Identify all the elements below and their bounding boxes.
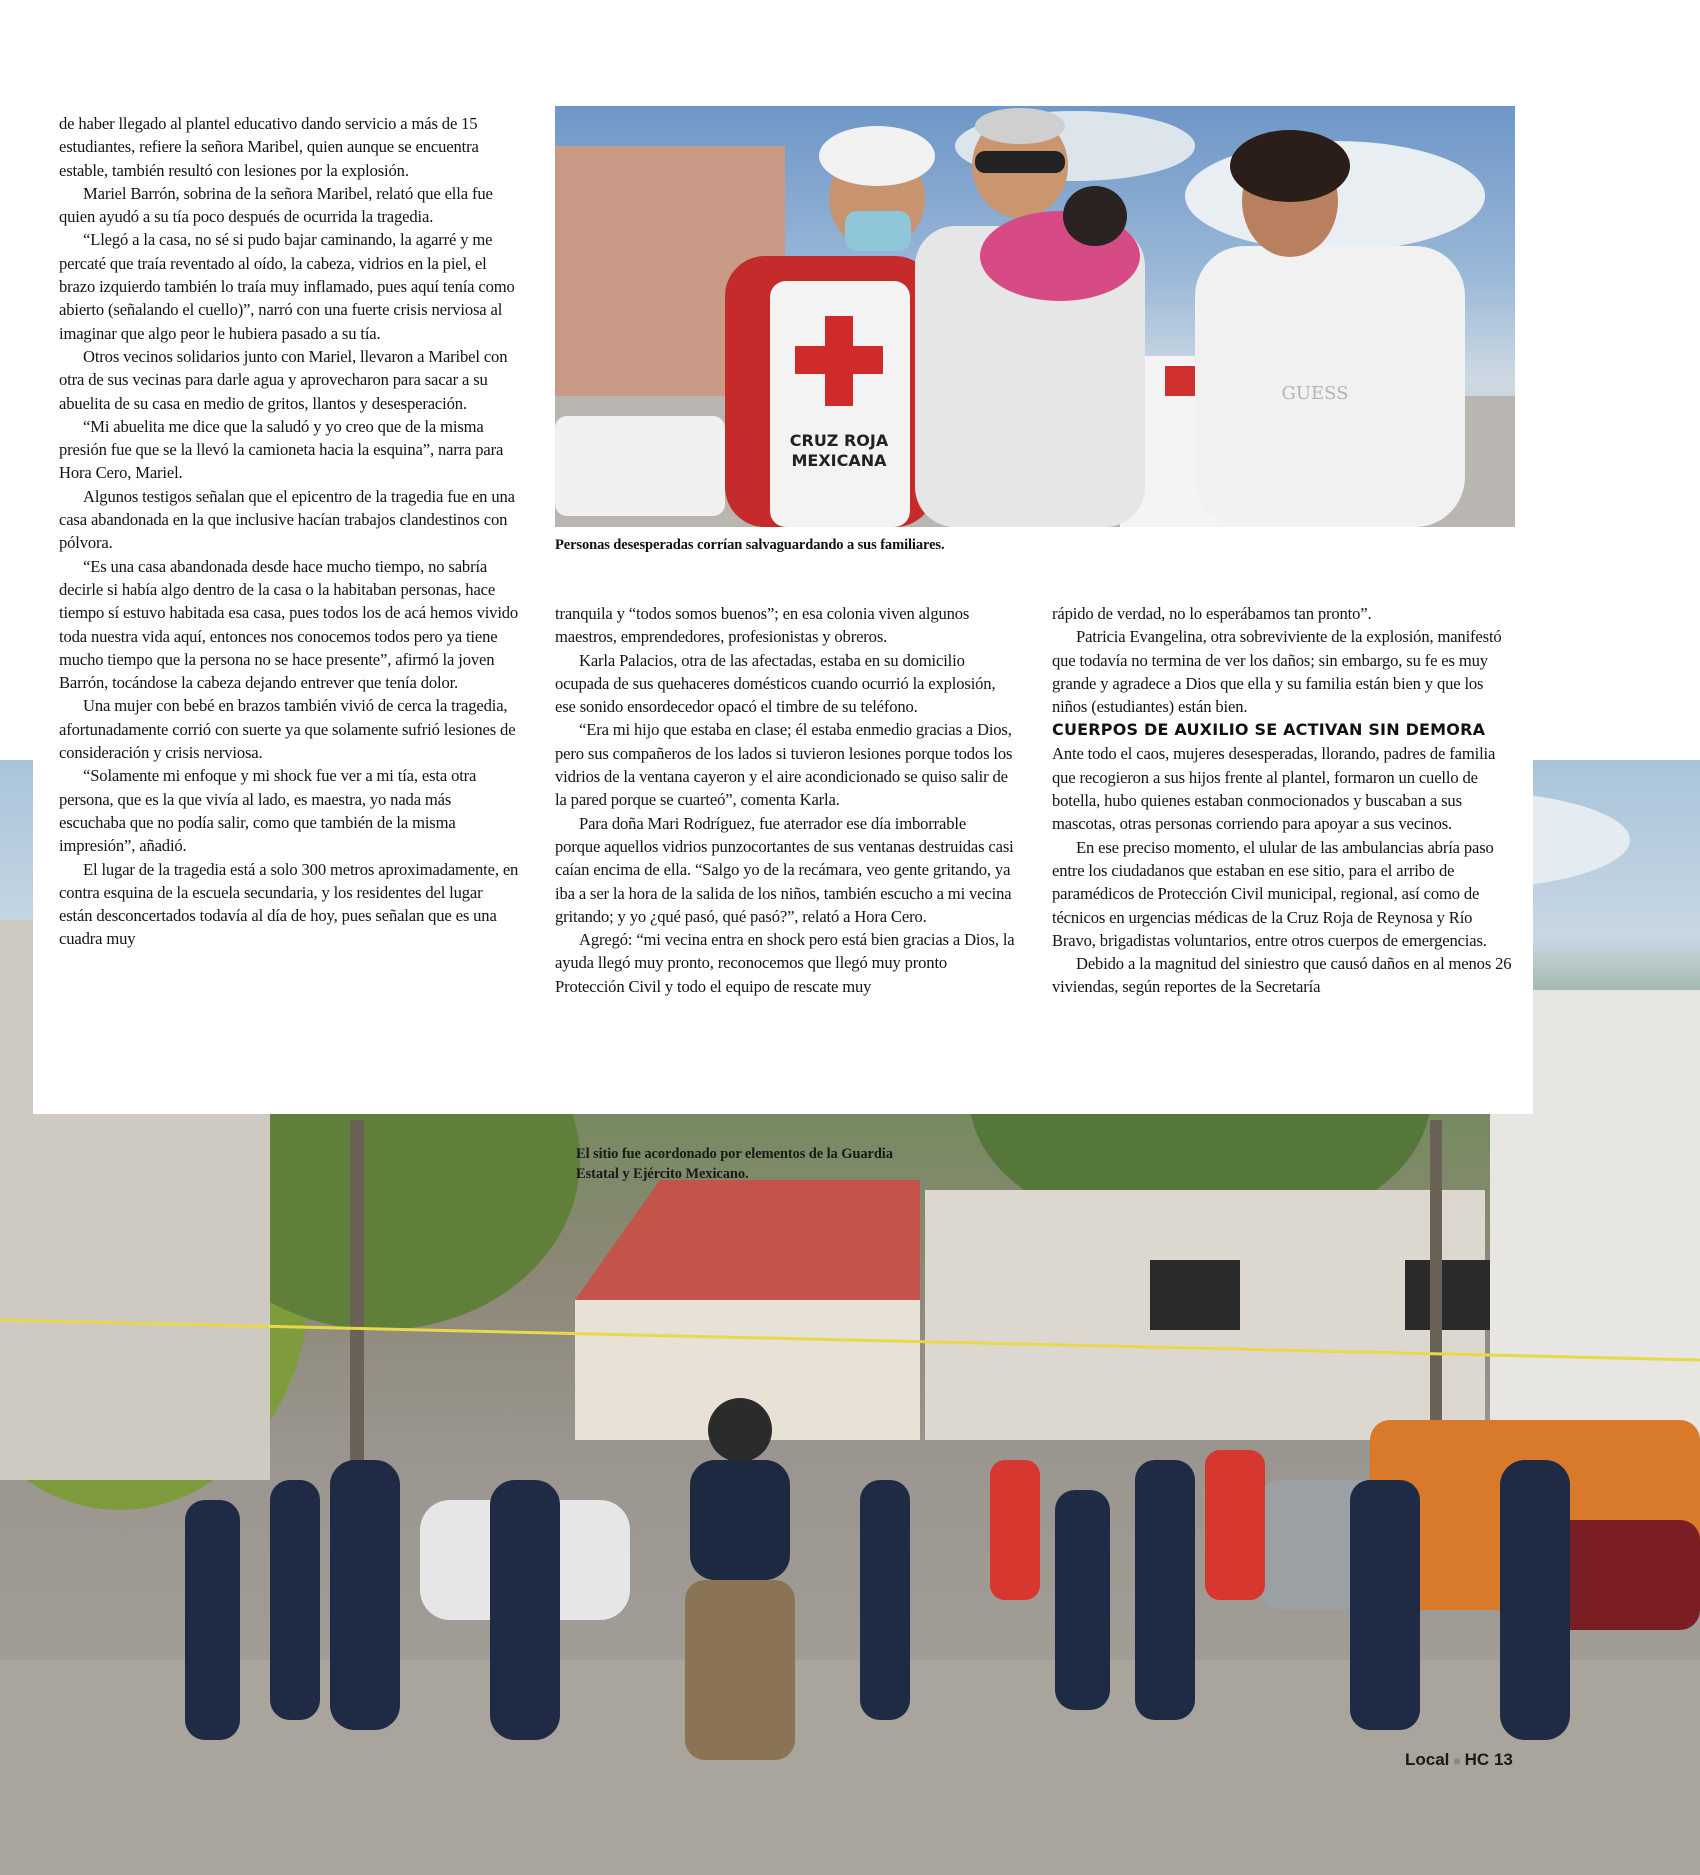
paragraph: Ante todo el caos, mujeres desesperadas, llorando, padres de familia que recogieron a sus hijos frente al plantel, formaron un cuello de botella, hubo quienes estaban conmocionados y buscaban a sus mascotas, otras personas corriendo para apoyar a sus vecinos. xyxy=(1052,744,1496,834)
paragraph: Para doña Mari Rodríguez, fue aterrador ese día imborrable porque aquellos vidrios punzocortantes de sus ventanas destruidas casi caían encima de ella. “Salgo yo de la recámara, veo gente gritando, ya iba a ser la hora de la salida de los niños, también escucho a mi vecina gritando; y yo ¿qué pasó, qué pasó?”, relató a Hora Cero. xyxy=(555,813,1014,926)
paragraph: rápido de verdad, no lo esperábamos tan pronto”. xyxy=(1052,604,1372,623)
paragraph: tranquila y “todos somos buenos”; en esa colonia viven algunos maestros, emprendedores, profesionistas y obreros. xyxy=(555,604,970,647)
paragraph: En ese preciso momento, el ulular de las ambulancias abría paso entre los ciudadanos que estaban en ese sitio, para el arribo de paramédicos de Protección Civil municipal, regional, así como de técnicos en urgencias médicas de la Cruz Roja de Reynosa y Río Bravo, brigadistas voluntarios, entre otros cuerpos de emergencias. xyxy=(1052,837,1494,950)
section-name: Local xyxy=(1405,1750,1450,1769)
paragraph: Debido a la magnitud del siniestro que causó daños en al menos 26 viviendas, según reportes de la Secretaría xyxy=(1052,954,1512,997)
page-number: 13 xyxy=(1493,1750,1513,1769)
paragraph: “Llegó a la casa, no sé si pudo bajar caminando, la agarré y me percaté que traía reventado al oído, la cabeza, vidrios en la piel, el brazo izquierdo también lo traía muy inflamado, pues aquí tenía como abierto (señalando el cuello)”, narró con una fuerte crisis nerviosa al imaginar que algo peor le hubiera pasado a su tía. xyxy=(59,230,515,343)
paragraph: Agregó: “mi vecina entra en shock pero está bien gracias a Dios, la ayuda llegó muy pronto, reconocemos que llegó muy pronto Protección Civil y todo el equipo de rescate muy xyxy=(555,930,1015,996)
top-photo-caption: Personas desesperadas corrían salvaguardando a sus familiares. xyxy=(555,537,945,553)
paragraph: Mariel Barrón, sobrina de la señora Maribel, relató que ella fue quien ayudó a su tía poco después de ocurrida la tragedia. xyxy=(59,183,493,227)
section-subheading: CUERPOS DE AUXILIO SE ACTIVAN SIN DEMORA xyxy=(1052,720,1486,740)
publication-initials: HC xyxy=(1464,1750,1490,1769)
paragraph: “Mi abuelita me dice que la saludó y yo creo que de la misma presión fue que se la llevó la camioneta hacia la esquina”, narra para Hora Cero, Mariel. xyxy=(59,416,504,483)
shirt-text: GUESS xyxy=(1281,383,1349,404)
paragraph: “Es una casa abandonada desde hace mucho tiempo, no sabría decirle si había algo dentro de la casa o la habitaban personas, hace tiempo sí estuvo habitada esa casa, pues todos los de acá hemos vivido toda nuestra vida aquí, entonces nos conocemos todos pero ya tiene mucho tiempo que la persona no se hace presente”, afirmó la joven Barrón, tocándose la cabeza dejando entrever que tenía dolor. xyxy=(59,556,519,693)
folio-separator: ■ xyxy=(1453,1754,1461,1768)
paragraph: Patricia Evangelina, otra sobreviviente de la explosión, manifestó que todavía no termina de ver los daños; sin embargo, su fe es muy grande y agradece a Dios que ella y su familia están bien y que los niños (estudiantes) están bien. xyxy=(1052,627,1502,717)
rescue-illustration xyxy=(555,106,1515,527)
article-column-3 xyxy=(1052,602,1512,999)
article-column-2 xyxy=(555,602,1015,998)
rescue-photo xyxy=(555,106,1515,527)
paragraph: Karla Palacios, otra de las afectadas, estaba en su domicilio ocupada de sus quehaceres domésticos cuando ocurrió la explosión, ese sonido ensordecedor opacó el timbre de su teléfono. xyxy=(555,650,996,717)
paragraph: El lugar de la tragedia está a solo 300 metros aproximadamente, en contra esquina de la escuela secundaria, y los residentes del lugar están desconcertados todavía al día de hoy, pues señalan que es una cuadra muy xyxy=(59,859,519,949)
paragraph: “Solamente mi enfoque y mi shock fue ver a mi tía, esta otra persona, que es la que vivía al lado, es maestra, yo nada más escuchaba que no podía salir, como que también de la misma impresión”, añadió. xyxy=(59,766,477,856)
paragraph: “Era mi hijo que estaba en clase; él estaba enmedio gracias a Dios, pero sus compañeros de los lados si tuvieron lesiones porque todos los vidrios de la ventana cayeron y el aire acondicionado se quiso salir de la pared porque se cuarteó”, comenta Karla. xyxy=(555,720,1013,810)
street-photo-caption: El sitio fue acordonado por elementos de la Guardia Estatal y Ejército Mexicano. xyxy=(576,1146,893,1182)
vest-text-line2: MEXICANA xyxy=(791,451,887,470)
article-column-1 xyxy=(59,112,519,951)
vest-text-line1: CRUZ ROJA xyxy=(789,431,889,450)
paragraph: Otros vecinos solidarios junto con Mariel, llevaron a Maribel con otra de sus vecinas para darle agua y aprovecharon para sacar a su abuelita de su casa en medio de gritos, llantos y desesperación. xyxy=(59,346,508,413)
paragraph: de haber llegado al plantel educativo dando servicio a más de 15 estudiantes, refiere la señora Maribel, quien aunque se encuentra estable, también resultó con lesiones por la explosión. xyxy=(59,114,479,180)
page-folio xyxy=(1405,1750,1513,1770)
paragraph: Una mujer con bebé en brazos también vivió de cerca la tragedia, afortunadamente corrió con suerte ya que solamente sufrió lesiones de consideración y crisis nerviosa. xyxy=(59,696,516,763)
paragraph: Algunos testigos señalan que el epicentro de la tragedia fue en una casa abandonada en la que inclusive hacían trabajos clandestinos con pólvora. xyxy=(59,486,515,553)
